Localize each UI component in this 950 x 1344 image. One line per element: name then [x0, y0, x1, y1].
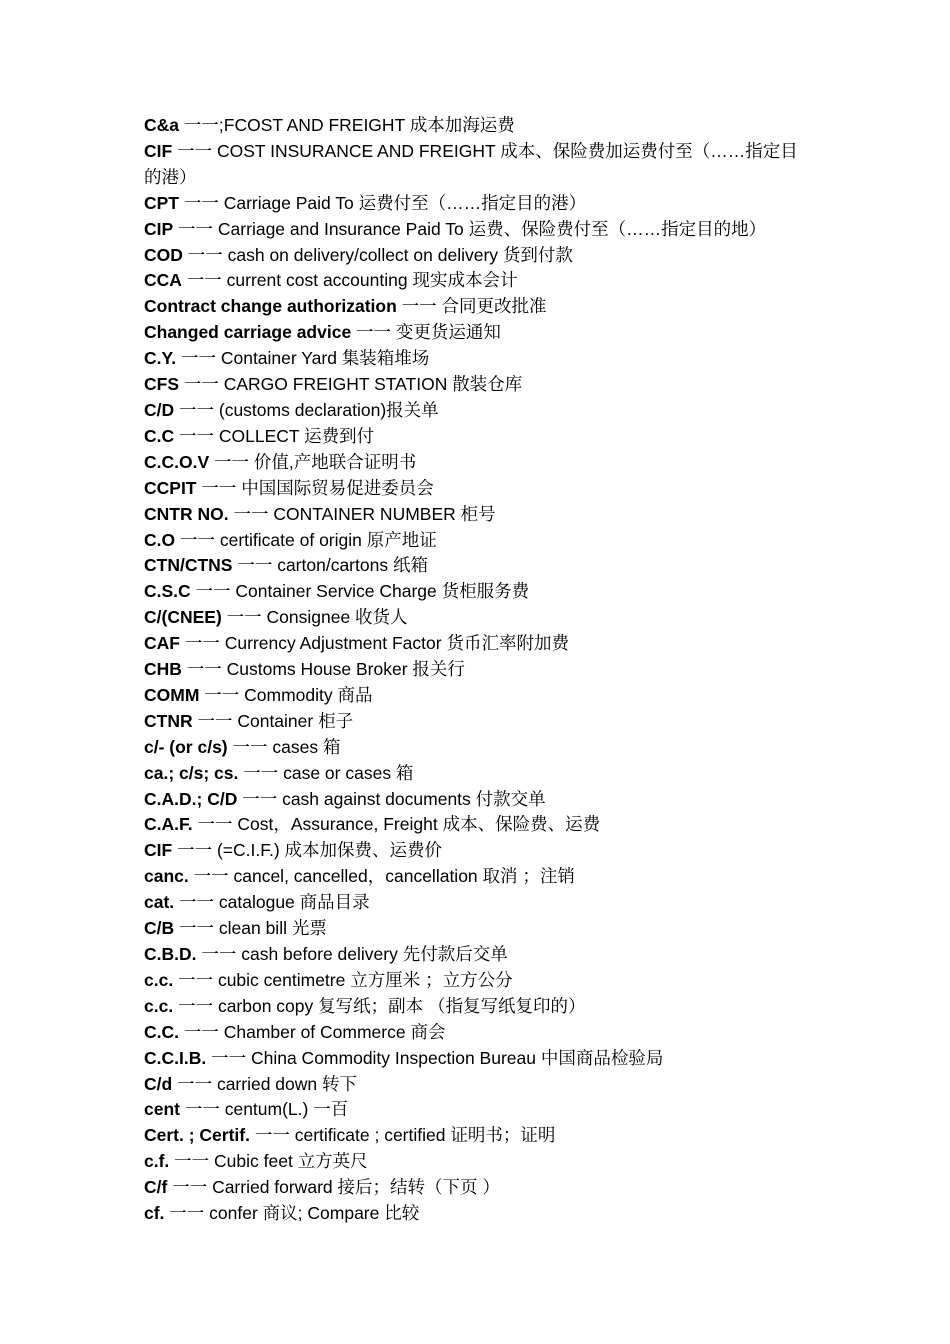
entry-term: CCPIT — [144, 477, 197, 498]
entry-separator: 一一 — [182, 244, 228, 265]
entry-definition: cases 箱 — [272, 736, 341, 757]
entry-definition: carbon copy 复写纸；副本 （指复写纸复印的） — [217, 995, 586, 1016]
entry-term: C&a — [144, 115, 180, 135]
glossary-entry — [144, 424, 808, 450]
entry-term: c/- (or c/s) — [144, 736, 228, 757]
entry-term: C.C. — [144, 1021, 179, 1042]
entry-term: CIF — [144, 840, 173, 861]
entry-separator: 一一 — [164, 1203, 210, 1224]
entry-definition: Container Service Charge 货柜服务费 — [235, 581, 530, 602]
glossary-entry — [144, 502, 808, 528]
glossary-entry — [144, 268, 808, 294]
glossary-entry — [144, 243, 808, 269]
entry-separator: 一一 — [175, 529, 220, 550]
entry-separator: 一一 — [196, 477, 242, 498]
entry-term: CTNR — [144, 710, 193, 731]
entry-term: CPT — [144, 192, 179, 213]
entry-definition: Customs House Broker 报关行 — [226, 659, 465, 680]
glossary-entry — [144, 709, 808, 735]
entry-separator: 一一; — [179, 115, 224, 135]
entry-separator: 一一 — [174, 399, 219, 420]
entry-term: cent — [144, 1099, 180, 1120]
entry-definition: cubic centimetre 立方厘米 ；立方公分 — [217, 969, 513, 990]
entry-term: CNTR NO. — [144, 503, 229, 524]
glossary-entry — [144, 761, 808, 787]
glossary-entry — [144, 605, 808, 631]
glossary-entry — [144, 476, 808, 502]
entry-term: C/D — [144, 399, 175, 420]
entry-separator: 一一 — [351, 322, 396, 343]
glossary-entry — [144, 994, 808, 1020]
entry-term: CFS — [144, 374, 179, 395]
entry-term: C.A.F. — [144, 814, 193, 835]
entry-separator: 一一 — [209, 451, 254, 472]
glossary-entry — [144, 191, 808, 217]
glossary-entry — [144, 838, 808, 864]
glossary-entry — [144, 968, 808, 994]
entry-definition: FCOST AND FREIGHT 成本加海运费 — [223, 115, 515, 135]
entry-separator: 一一 — [179, 633, 225, 654]
entry-definition: COLLECT 运费到付 — [218, 425, 375, 446]
entry-definition: Carriage Paid To 运费付至（……指定目的港） — [223, 192, 587, 213]
glossary-entry — [144, 528, 808, 554]
entry-separator: 一一 — [179, 374, 224, 395]
entry-term: cf. — [144, 1203, 165, 1224]
entry-separator: 一一 — [192, 710, 238, 731]
glossary-entry — [144, 139, 808, 191]
glossary-entry — [144, 346, 808, 372]
entry-term: CIF — [144, 140, 173, 161]
entry-separator: 一一 — [169, 1151, 215, 1172]
entry-separator: 一一 — [238, 762, 284, 783]
entry-separator: 一一 — [173, 969, 218, 990]
entry-definition: COST INSURANCE AND FREIGHT 成本、保险费加运费付至（……指定目的港） — [144, 140, 798, 187]
glossary-entry — [144, 942, 808, 968]
entry-term: C.B.D. — [144, 944, 197, 964]
entry-term: C/d — [144, 1073, 173, 1094]
entry-definition: current cost accounting 现实成本会计 — [226, 270, 518, 291]
glossary-entry — [144, 735, 808, 761]
entry-definition: China Commodity Inspection Bureau 中国商品检验局 — [250, 1047, 664, 1068]
entry-separator: 一一 — [396, 296, 442, 317]
entry-definition: Commodity 商品 — [244, 684, 373, 705]
glossary-entry — [144, 1020, 808, 1046]
glossary-entry — [144, 1149, 808, 1175]
glossary-entry — [144, 1175, 808, 1201]
entry-term: C/(CNEE) — [144, 607, 222, 628]
entry-separator: 一一 — [173, 995, 218, 1016]
entry-separator: 一一 — [172, 1073, 217, 1094]
glossary-entry — [144, 683, 808, 709]
glossary-entry — [144, 320, 808, 346]
glossary-entry — [144, 579, 808, 605]
glossary-entry — [144, 657, 808, 683]
glossary-entry — [144, 294, 808, 320]
entry-separator: 一一 — [176, 348, 221, 369]
glossary-entry — [144, 864, 808, 890]
entry-separator: 一一 — [227, 736, 273, 757]
entry-term: C/f — [144, 1177, 168, 1198]
entry-separator: 一一 — [199, 684, 245, 705]
entry-separator: 一一 — [173, 218, 218, 239]
entry-separator: 一一 — [237, 788, 283, 809]
entry-definition: confer 商议; Compare 比较 — [209, 1203, 420, 1224]
glossary-entry — [144, 217, 808, 243]
entry-term: COMM — [144, 684, 200, 705]
entry-separator: 一一 — [232, 555, 278, 576]
entry-definition: Cubic feet 立方英尺 — [214, 1151, 368, 1172]
entry-term: cat. — [144, 892, 175, 913]
entry-term: Changed carriage advice — [144, 322, 352, 343]
glossary-entry — [144, 553, 808, 579]
entry-separator: 一一 — [206, 1047, 251, 1068]
entry-definition: cash on delivery/collect on delivery 货到付款 — [227, 244, 573, 265]
glossary-entry — [144, 113, 808, 139]
entry-definition: (customs declaration)报关单 — [218, 399, 439, 420]
entry-term: C.O — [144, 529, 176, 550]
entry-definition: CARGO FREIGHT STATION 散装仓库 — [223, 374, 523, 395]
entry-definition: catalogue 商品目录 — [218, 892, 370, 913]
entry-term: C.C — [144, 425, 175, 446]
glossary-entry — [144, 787, 808, 813]
entry-term: C.C.I.B. — [144, 1047, 207, 1068]
glossary-entry — [144, 631, 808, 657]
glossary-entry — [144, 450, 808, 476]
entry-definition: Consignee 收货人 — [266, 607, 408, 628]
entry-term: CCA — [144, 270, 182, 291]
entry-term: c.f. — [144, 1151, 170, 1172]
entry-definition: Cost，Assurance, Freight 成本、保险费、运费 — [237, 814, 601, 835]
entry-term: Cert. ; Certif. — [144, 1125, 250, 1146]
entry-definition: Container Yard 集装箱堆场 — [220, 348, 430, 369]
entry-separator: 一一 — [228, 503, 274, 524]
entry-term: ca.; c/s; cs. — [144, 762, 239, 783]
entry-separator: 一一 — [179, 1099, 225, 1120]
entry-separator: 一一 — [179, 1021, 224, 1042]
entry-term: canc. — [144, 866, 189, 887]
entry-term: C.A.D.; C/D — [144, 788, 238, 809]
entry-separator: 一一 — [179, 192, 224, 213]
entry-definition: clean bill 光票 — [218, 918, 327, 939]
entry-definition: certificate of origin 原产地证 — [219, 529, 437, 550]
entry-definition: 中国国际贸易促进委员会 — [241, 477, 434, 498]
entry-definition: Container 柜子 — [237, 710, 354, 731]
entry-term: c.c. — [144, 995, 174, 1016]
entry-definition: Currency Adjustment Factor 货币汇率附加费 — [224, 633, 569, 654]
entry-definition: Chamber of Commerce 商会 — [223, 1021, 446, 1042]
entry-separator: 一一 — [192, 814, 238, 835]
glossary-entry — [144, 372, 808, 398]
glossary-entry — [144, 1072, 808, 1098]
glossary-document — [144, 113, 808, 1227]
entry-separator: 一一 — [196, 944, 242, 964]
entry-term: C.C.O.V — [144, 451, 210, 472]
entry-definition: 合同更改批准 — [441, 296, 547, 317]
entry-definition: carton/cartons 纸箱 — [277, 555, 428, 576]
entry-definition: 价值,产地联合证明书 — [253, 451, 417, 472]
entry-definition: (=C.I.F.) 成本加保费、运费价 — [216, 840, 443, 861]
entry-term: COD — [144, 244, 183, 265]
entry-separator: 一一 — [188, 866, 234, 887]
entry-term: c.c. — [144, 969, 174, 990]
glossary-entry — [144, 398, 808, 424]
glossary-entry — [144, 812, 808, 838]
entry-definition: cash before delivery 先付款后交单 — [241, 944, 508, 964]
entry-term: C.S.C — [144, 581, 191, 602]
entry-separator: 一一 — [172, 140, 217, 161]
entry-separator: 一一 — [174, 918, 219, 939]
entry-definition: CONTAINER NUMBER 柜号 — [273, 503, 496, 524]
entry-separator: 一一 — [174, 425, 219, 446]
entry-separator: 一一 — [181, 270, 227, 291]
entry-term: CIP — [144, 218, 174, 239]
entry-definition: case or cases 箱 — [283, 762, 414, 783]
entry-separator: 一一 — [174, 892, 219, 913]
glossary-entry — [144, 1046, 808, 1072]
entry-definition: centum(L.) 一百 — [224, 1099, 349, 1120]
entry-term: CAF — [144, 633, 180, 654]
entry-definition: cash against documents 付款交单 — [282, 788, 546, 809]
entry-definition: Carried forward 接后；结转（下页 ） — [212, 1177, 500, 1198]
entry-definition: cancel, cancelled，cancellation 取消 ；注销 — [233, 866, 575, 887]
glossary-entry — [144, 1097, 808, 1123]
entry-definition: certificate ; certified 证明书；证明 — [294, 1125, 556, 1146]
glossary-entry — [144, 890, 808, 916]
entry-separator: 一一 — [172, 840, 217, 861]
glossary-entry — [144, 1123, 808, 1149]
entry-separator: 一一 — [249, 1125, 295, 1146]
entry-separator: 一一 — [181, 659, 227, 680]
glossary-entry — [144, 916, 808, 942]
entry-separator: 一一 — [190, 581, 236, 602]
glossary-entry — [144, 1201, 808, 1227]
entry-definition: Carriage and Insurance Paid To 运费、保险费付至（……指定目的地） — [217, 218, 767, 239]
entry-definition: 变更货运通知 — [395, 322, 501, 343]
entry-definition: carried down 转下 — [216, 1073, 357, 1094]
entry-term: C/B — [144, 918, 175, 939]
entry-term: Contract change authorization — [144, 296, 397, 317]
entry-separator: 一一 — [221, 607, 267, 628]
entry-term: CTN/CTNS — [144, 555, 233, 576]
entry-separator: 一一 — [167, 1177, 213, 1198]
entry-term: CHB — [144, 659, 182, 680]
entry-term: C.Y. — [144, 348, 177, 369]
